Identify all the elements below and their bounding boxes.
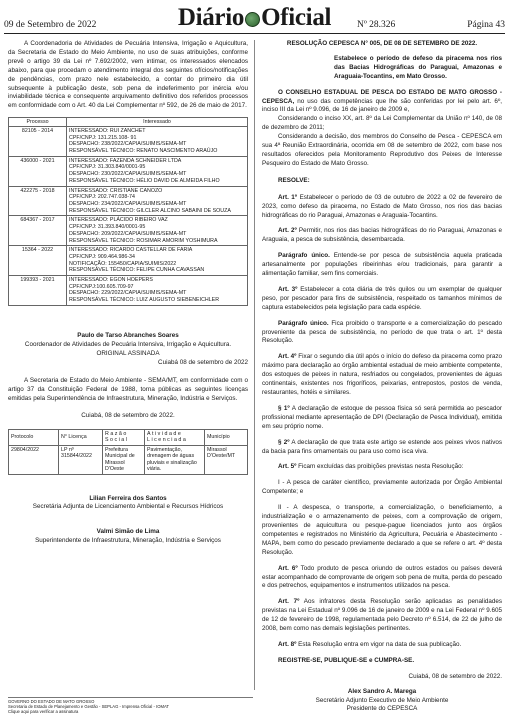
issue-number: Nº 28.326 bbox=[357, 20, 396, 30]
signatory-role: Coordenador de Atividades de Pecuária Intensiva, Irrigação e Aquicultura. bbox=[24, 340, 232, 348]
signatory-role: Superintendente de Infraestrutura, Mineração, Indústria e Serviços bbox=[35, 537, 221, 545]
atividade-cell: Pavimentação, drenagem de águas pluviais e sinalização viária. bbox=[145, 445, 205, 474]
interessado-cell bbox=[67, 156, 248, 186]
paragraph-single-2: Parágrafo único. Fica proibido o transporte e a comercialização do pescado proveniente da pesca de subsistência, no período de que trata o art. 1º desta Resolução. bbox=[262, 319, 502, 345]
interessado-cell bbox=[67, 246, 248, 276]
resolution-title: RESOLUÇÃO CEPESCA N° 005, DE 08 DE SETEMBRO DE 2022. bbox=[286, 40, 478, 47]
col-header-licenca: N° Licença bbox=[59, 430, 103, 446]
page-footer bbox=[8, 697, 253, 714]
cpf-line: CPF/CNPJ: 131.215.108- 91 bbox=[69, 134, 137, 141]
table-row bbox=[9, 186, 248, 216]
license-notice-date: Cuiabá, 08 de setembro de 2022. bbox=[81, 412, 175, 420]
issue-date: 09 de Setembro de 2022 bbox=[4, 20, 97, 30]
license-notice-text: A Secretaria de Estado do Meio Ambiente - SEMA/MT, em conformidade com o artigo 37 da Constituição Federal de 1988, torna públicas as seguintes licenças emitidas pela Superintendência de Infraestrutura, Mineração, Indústria e Serviços. bbox=[8, 377, 248, 403]
interessado-line: INTERESSADO: EGON HOEPERS bbox=[69, 277, 153, 284]
municipio-cell: Mirassol D'Oeste/MT bbox=[205, 445, 248, 474]
table-row bbox=[9, 246, 248, 276]
signature-note: ORIGINAL ASSINADA bbox=[96, 349, 160, 357]
responsavel-line: RESPONSÁVEL TÉCNICO: RENATO NASCIMENTO ARAÚJO bbox=[69, 148, 218, 155]
interessado-cell bbox=[67, 186, 248, 216]
paragraph-single-1: Parágrafo único. Entende-se por pesca de subsistência aquela praticada artesanalmente por populações ribeirinhas e/ou tradicionais, para garantir a alimentação familiar, sem fins comerciais. bbox=[262, 252, 502, 278]
table-row bbox=[9, 156, 248, 186]
resolve-heading: RESOLVE: bbox=[278, 176, 310, 184]
interessado-line: INTERESSADO: CRISTIANE CANOZO bbox=[69, 187, 163, 194]
preamble: O CONSELHO ESTADUAL DE PESCA DO ESTADO DE MATO GROSSO - CEPESCA, no uso das competências que lhe são conferidas por lei pelo art. 6º, inciso III da Lei nº 9.096, de 16 de janeiro de 2009 e, bbox=[262, 88, 502, 114]
cpf-line: CPF/CNPJ: 31.393.840/0001-95 bbox=[69, 224, 146, 231]
masthead-right: Oficial bbox=[261, 4, 332, 31]
interessado-cell bbox=[67, 216, 248, 246]
processo-cell: 15364 - 2022 bbox=[9, 246, 67, 276]
col-header-interessado: Interessado bbox=[67, 118, 248, 127]
despacho-line: DESPACHO: 230/2022/CAPIA/SUIMIS/SEMA-MT bbox=[69, 171, 187, 178]
footer-publisher: Secretaria de Estado de Planejamento e Gestão - SEPLAG - Imprensa Oficial - IOMAT bbox=[8, 704, 169, 710]
left-column bbox=[8, 40, 248, 690]
cpf-line: CPF/CNPJ: 909.464.986-34 bbox=[69, 253, 135, 260]
closing-formula: REGISTRE-SE, PUBLIQUE-SE e CUMPRA-SE. bbox=[278, 656, 415, 664]
page-number: Página 43 bbox=[467, 20, 505, 30]
license-table bbox=[8, 429, 248, 474]
despacho-line: DESPACHO: 238/2022/CAPIA/SUIMIS/SEMA-MT bbox=[69, 141, 187, 148]
notificacao-line: NOTIFICAÇÃO: 155450/CAPIA/SUIMIS/2022 bbox=[69, 260, 177, 267]
signatory-name: Paulo de Tarso Abranches Soares bbox=[77, 331, 179, 339]
interessado-line: INTERESSADO: FAZENDA SCHNEIDER LTDA bbox=[69, 157, 182, 164]
processo-cell: 82105 - 2014 bbox=[9, 126, 67, 156]
verify-signature-link[interactable]: Clique aqui para verificar a assinatura bbox=[8, 709, 79, 715]
col-header-municipio: Município bbox=[205, 430, 248, 446]
resolution-date: Cuiabá, 08 de setembro de 2022. bbox=[408, 672, 502, 680]
signatory-role-2: Presidente do CEPESCA bbox=[346, 705, 418, 713]
processo-cell: 684367 - 2017 bbox=[9, 216, 67, 246]
article-4: Art. 4º Fixar o segundo dia útil após o início do defeso da piracema como prazo máximo para declaração ao órgão ambiental estadual de meio ambiente competente, dos estoques de peixes in natura, resfriados ou congelados, provenientes de águas continentais, existentes nos frigoríficos, peixarias, entrepostos, postos de venda, restaurantes, hotéis e similares. bbox=[262, 353, 502, 396]
intimation-text: A Coordenadoria de Atividades de Pecuária Intensiva, Irrigação e Aquicultura, da Secretaria de Estado do Meio Ambiente, no uso de suas atribuições, conforme prevê o artigo 39 da Lei nº 7.692/2002, vem intimar, os interessados elencados abaixo, para que procedam o atendimento integral dos seguintes ofícios/notificações de pendências, com prazo nele estabelecido, a contar do primeiro dia útil subsequente à publicação deste, sob pena de indeferimento por inércia e/ou inviabilidade técnica e consequente arquivamento definitivo dos referidos processos em conformidade com o Art. 40 da Lei Complementar nº 592, de 26 de maio de 2017. bbox=[8, 40, 248, 110]
state-seal-icon bbox=[245, 12, 260, 27]
razao-cell: Prefeitura Municipal de Mirassol D'Oeste bbox=[103, 445, 145, 474]
protocolo-cell: 29804/2022 bbox=[9, 445, 59, 474]
article-7: Art. 7º Aos infratores desta Resolução serão aplicadas as penalidades previstas na Lei Estadual nº 9.096 de 16 de janeiro de 2009 e na Lei Federal nº 9.605 de 12 de fevereiro de 1998, regulamentada pelo Decreto nº 6.514, de 22 de julho de 2008, bem como nas demais legislações pertinentes. bbox=[262, 598, 502, 633]
signatory-role: Secretária Adjunta de Licenciamento Ambiental e Recursos Hídricos bbox=[32, 503, 224, 511]
processo-cell: 436000 - 2021 bbox=[9, 156, 67, 186]
article-5-item-2: II - A despesca, o transporte, a comercialização, o beneficiamento, a industrialização e o armazenamento de peixes, com a comprovação de origem, provenientes de aquicultura ou pesque-pague licenciados junto aos órgãos competentes e registrados no Ministério da Agricultura, Pecuária e Abastecimento - MAPA, bem como do pescado previamente declarado a que se refere o art. 4º desta Resolução. bbox=[262, 504, 502, 556]
cpf-line: CPF/CNPJ: 31.303.840/0001-95 bbox=[69, 164, 146, 171]
article-1: Art. 1º Estabelecer o período de 03 de outubro de 2022 a 02 de fevereiro de 2023, como defeso da piracema, no Estado de Mato Grosso, nos rios das bacias hidrográficas do rio Paraguai, Amazonas e Araguaia-Tocantins. bbox=[262, 193, 502, 219]
interessado-cell bbox=[67, 126, 248, 156]
signatory-role: Secretário Adjunto Executivo de Meio Ambiente bbox=[315, 696, 449, 704]
article-4-paragraph-2: § 2º A declaração de que trata este artigo se estende aos peixes vivos nativos da bacia para fins ornamentais ou para uso como isca viva. bbox=[262, 438, 502, 455]
cpf-line: CPF/CNPJ: 202.747.038-74 bbox=[69, 194, 135, 201]
article-5: Art. 5º Ficam excluídas das proibições previstas nesta Resolução: bbox=[278, 463, 464, 471]
masthead bbox=[4, 4, 505, 32]
article-8: Art. 8º Esta Resolução entra em vigor na data de sua publicação. bbox=[278, 640, 462, 648]
considering-1: Considerando o inciso XX, art. 8º da Lei Complementar da União nº 140, de 08 de dezembro de 2011; bbox=[262, 115, 502, 132]
col-header-processo: Processo bbox=[9, 118, 67, 127]
licenca-cell: LP nº 315844/2022 bbox=[59, 445, 103, 474]
col-header-atividade: Atividade Licenciada bbox=[145, 430, 205, 446]
masthead-left: Diário bbox=[177, 4, 245, 31]
col-header-protocolo: Protocolo bbox=[9, 430, 59, 446]
signatory-name: Valmi Simão de Lima bbox=[96, 528, 160, 536]
table-row bbox=[9, 276, 248, 306]
footer-government: GOVERNO DO ESTADO DE MATO GROSSO bbox=[8, 699, 95, 704]
interessado-line: INTERESSADO: RUI ZANCHET bbox=[69, 127, 146, 134]
responsavel-line: RESPONSÁVEL TÉCNICO: LUIZ AUGUSTO SIEBENEICHLER bbox=[69, 297, 220, 304]
considering-2: Considerando a decisão, dos membros do Conselho de Pesca - CEPESCA em sua 4ª Reunião Extraordinária, ocorrida em 08 de setembro de 2022, com base nos resultados oferecidos pela Monitoramento Reprodutivo dos Peixes de Interesse Pesqueiro do Estado de Mato Grosso. bbox=[262, 133, 502, 167]
column-divider bbox=[254, 40, 255, 690]
table-row bbox=[9, 445, 248, 474]
signature-date: Cuiabá 08 de setembro de 2022 bbox=[158, 358, 248, 366]
article-3: Art. 3º Estabelecer a cota diária de três quilos ou um exemplar de qualquer peso, por pescador para fins de subsistência, respeitado os tamanhos mínimos de captura estabelecidos pela legislação para cada espécie. bbox=[262, 285, 502, 311]
table-row bbox=[9, 216, 248, 246]
despacho-line: DESPACHO: 209/2022/CAPIA/SUIMIS/SEMA-MT bbox=[69, 230, 187, 237]
responsavel-line: RESPONSÁVEL TÉCNICO: ROSIMAR AMORIM YOSHIMURA bbox=[69, 237, 218, 244]
page-header bbox=[4, 4, 505, 34]
process-table bbox=[8, 117, 248, 306]
processo-cell: 199393 - 2021 bbox=[9, 276, 67, 306]
responsavel-line: RESPONSÁVEL TÉCNICO: HÉLIO DAVID DE ALMEIDA FILHO bbox=[69, 177, 220, 184]
cpf-line: CPF/CNPJ:100.605.709-97 bbox=[69, 283, 134, 290]
right-column bbox=[262, 40, 502, 713]
signatory-name: Lilian Ferreira dos Santos bbox=[89, 494, 167, 502]
despacho-line: DESPACHO: 229/2022/CAPIA/SUIMIS/SEMA-MT bbox=[69, 290, 187, 297]
signatory-name: Alex Sandro A. Marega bbox=[347, 687, 417, 695]
resolution-ementa: Estabelece o período de defeso da piracema nos rios das Bacias Hidrográficas do Paraguai, Amazonas e Araguaia-Tocantins, em Mato Grosso. bbox=[334, 54, 502, 80]
article-5-item-1: I - A pesca de caráter científico, previamente autorizada por Órgão Ambiental Competente; e bbox=[262, 479, 502, 496]
despacho-line: DESPACHO: 234/2022/CAPIA/SUIMIS/SEMA-MT bbox=[69, 200, 187, 207]
col-header-razao: Razão Social bbox=[103, 430, 145, 446]
responsavel-line: RESPONSÁVEL TÉCNICO: FELIPE CUNHA CAVASSAN bbox=[69, 267, 205, 274]
interessado-line: INTERESSADO: RICARDO CASTELLAR DE FARIA bbox=[69, 247, 193, 254]
interessado-line: INTERESSADO: PLÁCIDO RIBEIRO VAZ bbox=[69, 217, 168, 224]
processo-cell: 422275 - 2018 bbox=[9, 186, 67, 216]
table-row bbox=[9, 126, 248, 156]
article-6: Art. 6º Todo produto de pesca oriundo de outros estados ou países deverá estar acompanhado de comprovante de origem sob pena de multa, perda do pescado e dos petrechos, equipamentos e instrumentos utilizados na pesca. bbox=[262, 564, 502, 590]
interessado-cell bbox=[67, 276, 248, 306]
responsavel-line: RESPONSÁVEL TÉCNICO: GILCLER ALCINO SABAINI DE SOUZA bbox=[69, 207, 231, 214]
article-4-paragraph-1: § 1º A declaração de estoque de pessoa física só será permitida ao pescador profissional mediante apresentação de DPI (Declaração de Pesca Individual), emitida em seu próprio nome. bbox=[262, 404, 502, 430]
article-2: Art. 2º Permitir, nos rios das bacias hidrográficas do rio Paraguai, Amazonas e Araguaia, a pesca de subsistência, desembarcada. bbox=[262, 227, 502, 244]
